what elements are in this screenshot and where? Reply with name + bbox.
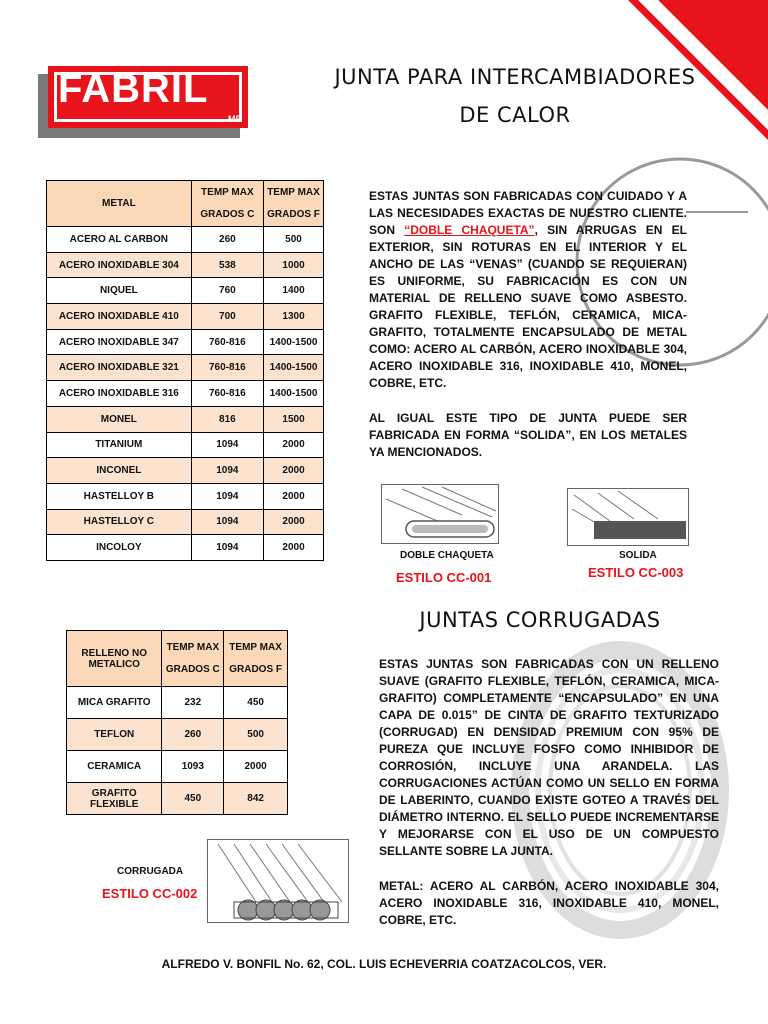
temp-c-cell: 760-816	[191, 381, 263, 407]
table-row	[67, 751, 288, 783]
corrugada-label: CORRUGADA	[117, 866, 184, 877]
row-label-cell: TITANIUM	[47, 432, 192, 458]
temp-c-cell: 760	[191, 278, 263, 304]
temp-f-cell: 1400-1500	[264, 329, 324, 355]
logo-text: FABRIL	[58, 67, 209, 111]
column-header-temp-f: TEMP MAX GRADOS F	[224, 631, 288, 687]
column-header-temp-c: TEMP MAX GRADOS C	[191, 181, 263, 227]
estilo-cc-003-label: ESTILO CC-003	[588, 565, 684, 580]
temp-f-cell: 2000	[264, 432, 324, 458]
table-row	[67, 687, 288, 719]
temp-f-cell: 2000	[264, 509, 324, 535]
temp-f-cell: 500	[264, 227, 324, 253]
doble-chaqueta-diagram	[381, 484, 499, 544]
row-label-cell: INCONEL	[47, 458, 192, 484]
temp-f-cell: 2000	[264, 483, 324, 509]
table-row	[47, 355, 324, 381]
trademark-mark: MR	[228, 114, 242, 124]
table-row	[47, 227, 324, 253]
doble-chaqueta-highlight: “DOBLE CHAQUETA”	[404, 223, 535, 237]
solida-label: SOLIDA	[619, 550, 657, 561]
table-row	[47, 406, 324, 432]
table-row	[47, 329, 324, 355]
table-row	[67, 719, 288, 751]
footer-address: ALFREDO V. BONFIL No. 62, COL. LUIS ECHEVERRIA COATZACOLCOS, VER.	[161, 957, 607, 971]
temp-c-cell: 1094	[191, 535, 263, 561]
table-row	[47, 304, 324, 330]
row-label-cell: CERAMICA	[67, 751, 162, 783]
column-header-temp-f: TEMP MAX GRADOS F	[264, 181, 324, 227]
metal-temperature-table	[46, 180, 324, 561]
table-row	[47, 458, 324, 484]
table-row	[47, 432, 324, 458]
filler-temperature-table	[66, 630, 288, 815]
row-label-cell: HASTELLOY B	[47, 483, 192, 509]
temp-c-cell: 700	[191, 304, 263, 330]
description-paragraph-2: AL IGUAL ESTE TIPO DE JUNTA PUEDE SER FABRICADA EN FORMA “SOLIDA”, EN LOS METALES YA MENCIONADOS.	[369, 411, 687, 459]
row-label-cell: GRAFITO FLEXIBLE	[67, 783, 162, 815]
table-row	[47, 509, 324, 535]
table-row	[47, 483, 324, 509]
table-row	[67, 783, 288, 815]
row-label-cell: ACERO INOXIDABLE 410	[47, 304, 192, 330]
column-header-metal: METAL	[47, 181, 192, 227]
temp-f-cell: 2000	[224, 751, 288, 783]
description-paragraph-4: METAL: ACERO AL CARBÓN, ACERO INOXIDABLE 304, ACERO INOXIDABLE 316, INOXIDABLE 410, MONEL, COBRE, ETC.	[379, 879, 719, 927]
table-row	[47, 381, 324, 407]
temp-c-cell: 260	[191, 227, 263, 253]
row-label-cell: MICA GRAFITO	[67, 687, 162, 719]
row-label-cell: ACERO AL CARBON	[47, 227, 192, 253]
temp-c-cell: 232	[162, 687, 224, 719]
temp-f-cell: 2000	[264, 535, 324, 561]
temp-c-cell: 1093	[162, 751, 224, 783]
column-header-temp-c: TEMP MAX GRADOS C	[162, 631, 224, 687]
row-label-cell: HASTELLOY C	[47, 509, 192, 535]
temp-f-cell: 1500	[264, 406, 324, 432]
temp-c-cell: 260	[162, 719, 224, 751]
table-row	[47, 278, 324, 304]
temp-c-cell: 1094	[191, 432, 263, 458]
row-label-cell: MONEL	[47, 406, 192, 432]
brand-logo	[48, 66, 248, 128]
row-label-cell: NIQUEL	[47, 278, 192, 304]
temp-f-cell: 1400-1500	[264, 355, 324, 381]
temp-c-cell: 816	[191, 406, 263, 432]
row-label-cell: ACERO INOXIDABLE 347	[47, 329, 192, 355]
doble-chaqueta-label: DOBLE CHAQUETA	[400, 550, 494, 561]
temp-f-cell: 1400-1500	[264, 381, 324, 407]
temp-c-cell: 538	[191, 252, 263, 278]
temp-f-cell: 1000	[264, 252, 324, 278]
temp-c-cell: 1094	[191, 509, 263, 535]
row-label-cell: ACERO INOXIDABLE 304	[47, 252, 192, 278]
column-header-relleno: RELLENO NO METALICO	[67, 631, 162, 687]
temp-c-cell: 1094	[191, 483, 263, 509]
corrugada-diagram	[207, 839, 349, 923]
page-title-line2: DE CALOR	[459, 103, 571, 127]
estilo-cc-001-label: ESTILO CC-001	[396, 570, 492, 585]
estilo-cc-002-label: ESTILO CC-002	[102, 886, 198, 901]
row-label-cell: ACERO INOXIDABLE 321	[47, 355, 192, 381]
temp-c-cell: 1094	[191, 458, 263, 484]
temp-c-cell: 760-816	[191, 329, 263, 355]
temp-f-cell: 1400	[264, 278, 324, 304]
table-row	[47, 535, 324, 561]
temp-c-cell: 450	[162, 783, 224, 815]
row-label-cell: ACERO INOXIDABLE 316	[47, 381, 192, 407]
temp-f-cell: 1300	[264, 304, 324, 330]
temp-f-cell: 500	[224, 719, 288, 751]
description-paragraph-1: ESTAS JUNTAS SON FABRICADAS CON CUIDADO Y A LAS NECESIDADES EXACTAS DE NUESTRO CLIENTE. SON “DOBLE CHAQUETA”, SIN ARRUGAS EN EL EXTERIOR, SIN ROTURAS EN EL INTERIOR Y EL ANCHO DE LAS “VENAS” (CUANDO SE REQUIERAN) ES UNIFORME, SU FABRICACIÓN ES CON UN MATERIAL DE RELLENO SUAVE COMO ASBESTO. GRAFITO FLEXIBLE, TEFLÓN, CERAMICA, MICA-GRAFITO, TOTALMENTE ENCAPSULADO DE METAL COMO: ACERO AL CARBÓN, ACERO INOXIDABLE 304, ACERO INOXIDABLE 316, INOXIDABLE 410, MONEL, COBRE, ETC.	[369, 189, 687, 390]
row-label-cell: INCOLOY	[47, 535, 192, 561]
temp-c-cell: 760-816	[191, 355, 263, 381]
description-paragraph-3: ESTAS JUNTAS SON FABRICADAS CON UN RELLENO SUAVE (GRAFITO FLEXIBLE, TEFLÓN, CERAMICA, MICA-GRAFITO) COMPLETAMENTE “ENCAPSULADO” EN UNA CAPA DE 0.015” DE CINTA DE GRAFITO TEXTURIZADO (CORRUGAD) EN DENSIDAD PREMIUM CON 95% DE PUREZA QUE INCLUYE FOSFO COMO INHIBIDOR DE CORROSIÓN, INCLUYE UNA ARANDELA. LAS CORRUGACIONES ACTÚAN COMO UN SELLO EN FORMA DE LABERINTO, CUANDO EXISTE GOTEO A TRAVÉS DEL DIÁMETRO INTERNO. EL SELLO PUEDE INCREMENTARSE Y MEJORARSE CON EL USO DE UN COMPUESTO SELLANTE SOBRE LA JUNTA.	[379, 657, 719, 858]
table-row	[47, 252, 324, 278]
section-title-corrugadas: JUNTAS CORRUGADAS	[419, 608, 661, 632]
temp-f-cell: 842	[224, 783, 288, 815]
temp-f-cell: 450	[224, 687, 288, 719]
temp-f-cell: 2000	[264, 458, 324, 484]
solida-diagram	[567, 488, 689, 546]
page-title-line1: JUNTA PARA INTERCAMBIADORES	[334, 65, 696, 89]
row-label-cell: TEFLON	[67, 719, 162, 751]
